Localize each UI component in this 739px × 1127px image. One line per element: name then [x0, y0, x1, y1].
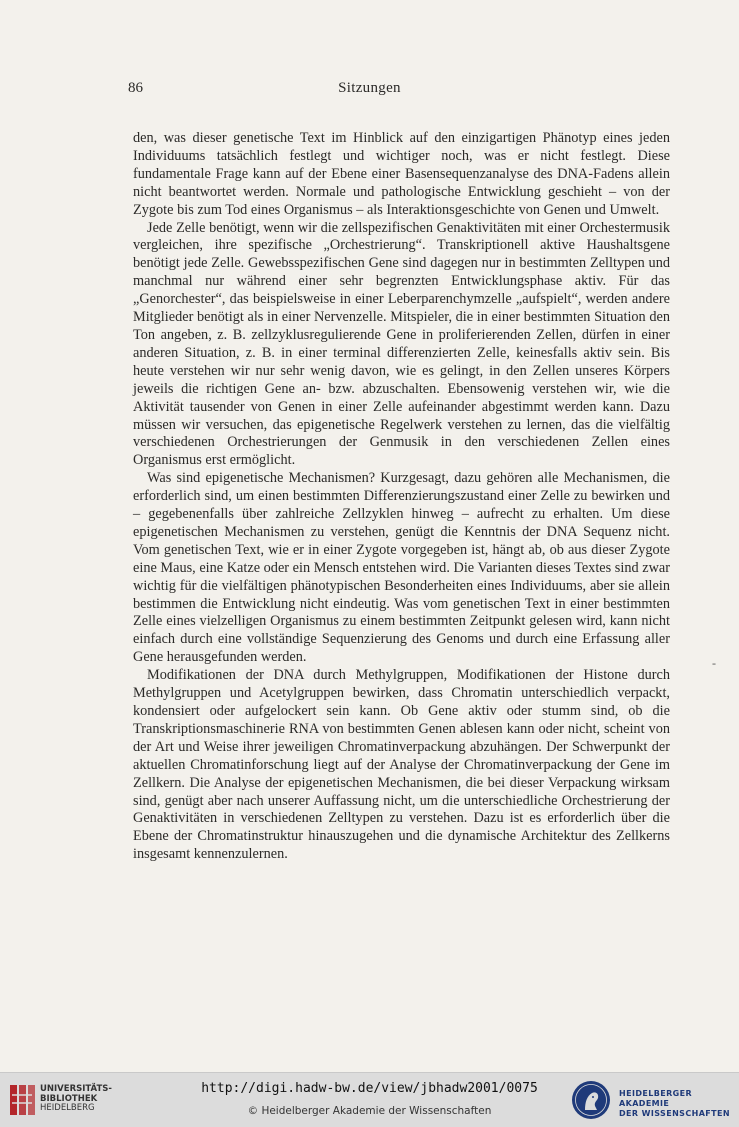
library-line-1: UNIVERSITÄTS- — [40, 1084, 112, 1094]
academy-line-1: HEIDELBERGER AKADEMIE — [619, 1089, 693, 1108]
permalink-url[interactable]: http://digi.hadw-bw.de/view/jbhadw2001/0075 — [201, 1081, 538, 1096]
margin-mark: - — [712, 656, 716, 670]
running-head: Sitzungen — [338, 80, 401, 96]
library-line-3: HEIDELBERG — [40, 1103, 95, 1113]
paragraph-3: Was sind epigenetische Mechanismen? Kurzgesagt, dazu gehören alle Mechanismen, die erforderlich sind, um einen bestimmten Differenzierungszustand einer Zelle zu bewirken und – gegebenenfalls über zahlreiche Zellzyklen hinweg – aufrecht zu erhalten. Um diese epigenetischen Mechanismen zu verstehen, genügt die Kenntnis der DNA Sequenz nicht. Vom genetischen Text, wie er in einer Zygote vorgegeben ist, hängt ab, ob aus dieser Zygote eine Maus, eine Katze oder ein Mensch entstehen wird. Die Varianten dieses Textes sind zwar wichtig für die vielfältigen phänotypischen Besonderheiten eines Individuums, aber sie allein bestimmen die Entwicklung nicht eindeutig. Was vom genetischen Text in einer bestimmten Zelle eines vielzelligen Organismus zu einem bestimmten Zeitpunkt gelesen wird, kann nicht einfach durch eine vollständige Sequenzierung des Genoms und durch eine Erfassung aller Gene herausgefunden werden. — [133, 470, 670, 666]
library-line-2: BIBLIOTHEK — [40, 1093, 98, 1104]
academy-line-2: DER WISSENSCHAFTEN — [619, 1109, 730, 1118]
viewer-footer — [0, 1072, 739, 1127]
paragraph-2: Jede Zelle benötigt, wenn wir die zellspezifischen Genaktivitäten mit einer Orchestermusik vergleichen, ihre spezifische „Orchestrierung“. Transkriptionell aktive Haushaltsgene benötigt jede Zelle. Gewebsspezifischen Gene sind dagegen nur in bestimmten Zelltypen und manchmal nur während einer sehr begrenzten Entwicklungsphase aktiv. Für das „Genorchester“, das beispielsweise in einer Leberparenchymzelle „aufspielt“, werden andere Mitglieder benötigt als in einer Nervenzelle. Mitspieler, die in einer bestimmten Situation den Ton angeben, z. B. zellzyklusregulierende Gene in proliferierenden Zellen, dürfen in einer anderen Situation, z. B. in einer terminal differenzierten Zelle, keinesfalls aktiv sein. Bis heute verstehen wir nur sehr wenig davon, wie es gelingt, in den Zellen unseres Körpers jeweils die richtigen Gene an- bzw. abzuschalten. Ebensowenig verstehen wir, wie die Aktivität tausender von Genen in einer Zelle aufeinander abgestimmt werden kann. Dazu müssen wir versuchen, das epigenetische Regelwerk verstehen zu lernen, das die vielfältig verschiedenen Orchestrierungen der Genmusik in den verschiedenen Zellen eines Organismus erst ermöglicht. — [133, 219, 670, 469]
paragraph-4: Modifikationen der DNA durch Methylgruppen, Modifikationen der Histone durch Methylgruppen und Acetylgruppen bewirken, dass Chromatin unterschiedlich verpackt, kondensiert oder aufgelockert sein kann. Ob Gene aktiv oder stumm sind, ob die Transkriptionsmaschinerie RNA von bestimmten Genen ablesen kann oder nicht, scheint von der Art und Weise ihrer jeweiligen Chromatinverpackung abzuhängen. Der Schwerpunkt der aktuellen Chromatinforschung liegt auf der Analyse der Chromatinverpackung der Gene im Zellkern. Die Analyse der epigenetischen Mechanismen, die bei dieser Verpackung wirksam sind, genügt aber nach unserer Auffassung nicht, um die unterschiedliche Orchestrierung der Genaktivitäten in verschiedenen Zelltypen zu verstehen. Dazu ist es erforderlich über die Ebene der Chromatinstruktur hinauszugehen und die dynamische Architektur des Zellkerns insgesamt kennenzulernen. — [133, 667, 670, 863]
paragraph-1: den, was dieser genetische Text im Hinblick auf den einzigartigen Phänotyp eines jeden Individuums tatsächlich festlegt und wichtiger noch, was er nicht festlegt. Diese fundamentale Frage kann auf der Ebene einer Basensequenzanalyse des DNA-Fadens allein nicht beantwortet werden. Normale und pathologische Entwicklung geschieht – von der Zygote bis zum Tod eines Organismus – als Interaktionsgeschichte von Genen und Umwelt. — [133, 130, 670, 218]
academy-name — [619, 1089, 739, 1119]
copyright-notice: © Heidelberger Akademie der Wissenschaften — [247, 1105, 492, 1117]
body-text — [133, 130, 670, 864]
page-number: 86 — [128, 80, 143, 96]
academy-seal-icon[interactable] — [571, 1080, 611, 1120]
